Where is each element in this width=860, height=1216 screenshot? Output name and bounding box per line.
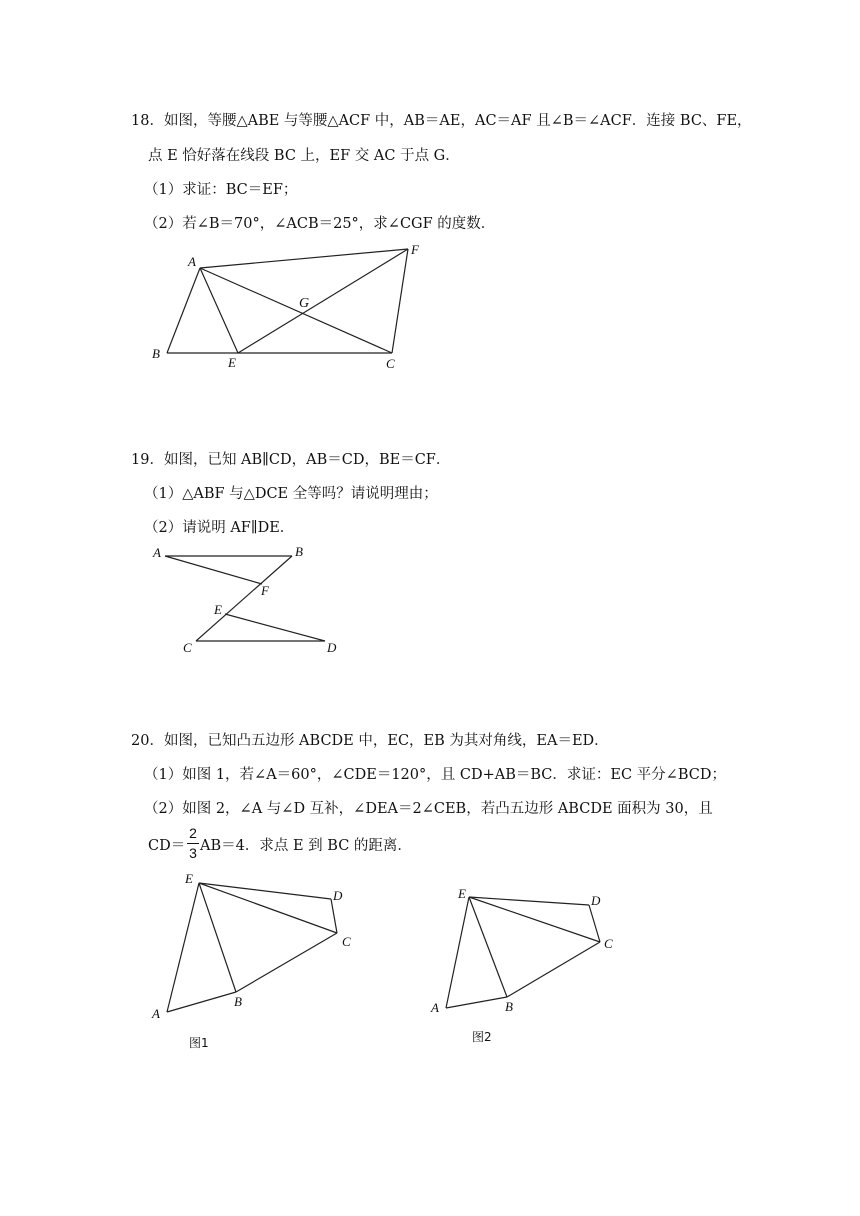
segment-EF xyxy=(238,249,408,353)
segment-AB xyxy=(446,997,507,1008)
figure1-caption: 图1 xyxy=(189,1036,209,1050)
q20-fig2-label-A: A xyxy=(431,1000,439,1015)
segment-EC xyxy=(199,883,337,933)
segment-ED xyxy=(225,614,325,641)
q18-label-C: C xyxy=(386,356,395,371)
q20-fig2-label-D: D xyxy=(591,893,601,908)
q20-line3-prefix: CD＝ xyxy=(148,838,186,854)
q20-line3-suffix: AB＝4．求点 E 到 BC 的距离． xyxy=(200,838,412,854)
q20-fig1-label-C: C xyxy=(342,934,351,949)
q18-line2: 点 E 恰好落在线段 BC 上，EF 交 AC 于点 G． xyxy=(148,148,460,164)
segment-CD xyxy=(589,905,600,942)
segment-EB xyxy=(469,897,507,997)
q20-fig2-label-C: C xyxy=(604,936,613,951)
q19-line1: 19．如图，已知 AB∥CD，AB＝CD，BE＝CF． xyxy=(131,452,451,468)
segment-FC xyxy=(392,249,408,353)
q18-figure xyxy=(167,249,408,353)
q19-label-A: A xyxy=(153,545,161,560)
segment-EC xyxy=(469,897,600,942)
q20-figure2 xyxy=(446,897,600,1008)
segment-EA xyxy=(446,897,469,1008)
q18-part2: （2）若∠B＝70°，∠ACB＝25°，求∠CGF 的度数． xyxy=(144,216,496,232)
q18-part1: （1）求证：BC＝EF； xyxy=(144,182,298,198)
q18-label-B: B xyxy=(152,346,160,361)
fraction-denominator: 3 xyxy=(189,845,197,861)
q20-fig1-label-D: D xyxy=(333,888,343,903)
segment-AC xyxy=(200,268,392,353)
q18-label-G: G xyxy=(299,296,310,311)
fraction-numerator: 2 xyxy=(189,825,197,841)
q20-line1: 20．如图，已知凸五边形 ABCDE 中，EC，EB 为其对角线，EA＝ED． xyxy=(131,733,609,749)
segment-AF xyxy=(200,249,408,268)
q20-fig2-label-E: E xyxy=(458,886,466,901)
segment-EB xyxy=(199,883,236,992)
segment-CD xyxy=(331,899,337,933)
segment-AB xyxy=(167,992,236,1012)
segment-AB xyxy=(167,268,200,353)
q19-part1: （1）△ABF 与△DCE 全等吗？请说明理由； xyxy=(144,486,438,502)
segment-EA xyxy=(167,883,199,1012)
q20-part2: （2）如图 2，∠A 与∠D 互补，∠DEA＝2∠CEB，若凸五边形 ABCDE 面积为 30，且 xyxy=(144,801,713,817)
segment-BC xyxy=(236,933,337,992)
q18-label-F: F xyxy=(411,242,419,257)
q19-label-B: B xyxy=(295,544,303,559)
q20-part1: （1）如图 1，若∠A＝60°，∠CDE＝120°，且 CD+AB＝BC．求证：EC 平分∠BCD； xyxy=(144,767,726,783)
q20-fig1-label-E: E xyxy=(185,871,193,886)
figure2-caption: 图2 xyxy=(472,1030,492,1044)
q20-fig1-label-B: B xyxy=(234,994,242,1009)
q19-label-F: F xyxy=(261,583,269,598)
q19-label-E: E xyxy=(214,602,222,617)
segment-AF xyxy=(165,556,262,584)
q20-figure1 xyxy=(167,883,337,1012)
segment-DE xyxy=(199,883,331,899)
q19-figure xyxy=(165,556,325,641)
q19-label-C: C xyxy=(183,640,192,655)
q18-label-A: A xyxy=(188,254,196,269)
q19-label-D: D xyxy=(327,640,337,655)
q18-label-E: E xyxy=(228,355,236,370)
segment-AE xyxy=(200,268,238,353)
segment-BC xyxy=(507,942,600,997)
q20-fig2-label-B: B xyxy=(505,999,513,1014)
q18-line1: 18．如图，等腰△ABE 与等腰△ACF 中，AB＝AE，AC＝AF 且∠B＝∠ACF．连接 BC、FE， xyxy=(131,113,752,129)
q20-fig1-label-A: A xyxy=(152,1006,160,1021)
q19-part2: （2）请说明 AF∥DE． xyxy=(144,520,295,536)
